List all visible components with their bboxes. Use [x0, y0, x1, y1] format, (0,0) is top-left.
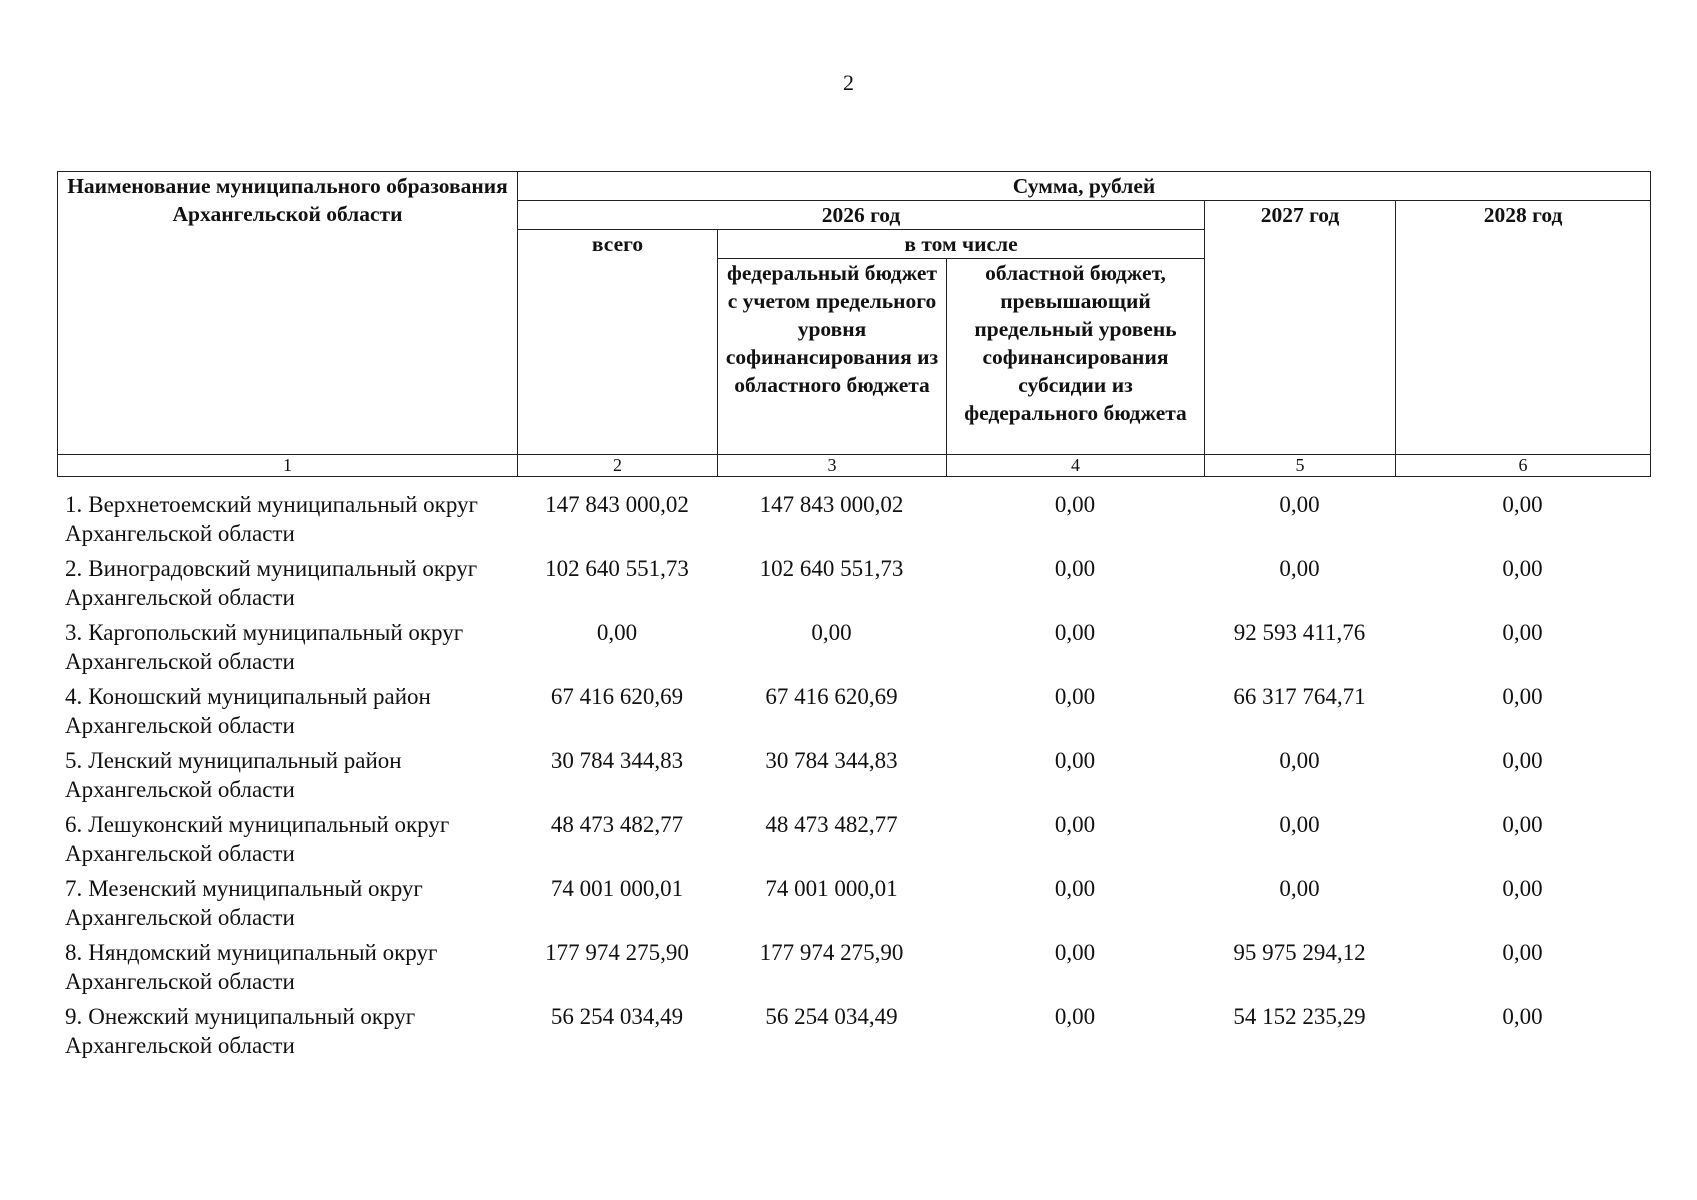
municipality-name — [57, 619, 517, 683]
table-row — [57, 1003, 1650, 1067]
name-line: Архангельской области — [65, 1032, 295, 1058]
name-line: Коношский муниципальный район — [88, 684, 431, 709]
row-index: 5. — [65, 748, 83, 773]
table-row — [57, 619, 1650, 683]
name-line: Архангельской области — [65, 840, 295, 866]
value-federal-2026: 147 843 000,02 — [759, 492, 904, 517]
row-index: 1. — [65, 492, 83, 517]
value-total-2026: 56 254 034,49 — [550, 1004, 684, 1029]
value-federal-2026: 67 416 620,69 — [765, 684, 898, 709]
value-2028: 0,00 — [1502, 812, 1543, 837]
row-index: 2. — [65, 556, 83, 581]
value-2027: 54 152 235,29 — [1233, 1004, 1366, 1029]
value-2027: 0,00 — [1279, 492, 1320, 517]
name-line: Архангельской области — [65, 520, 295, 546]
name-line: Виноградовский муниципальный округ — [88, 556, 478, 581]
value-regional-2026: 0,00 — [1054, 940, 1096, 965]
table-row — [57, 939, 1650, 1003]
value-federal-2026: 177 974 275,90 — [759, 940, 904, 965]
header-total: всего — [518, 230, 718, 455]
value-regional-2026: 0,00 — [1054, 556, 1096, 581]
name-line: Мезенский муниципальный округ — [88, 876, 423, 901]
value-2028: 0,00 — [1502, 620, 1543, 645]
municipality-name — [57, 683, 517, 747]
table-row — [57, 875, 1650, 939]
value-2028: 0,00 — [1502, 940, 1543, 965]
value-2028: 0,00 — [1502, 556, 1543, 581]
row-index: 7. — [65, 876, 83, 901]
table-row — [57, 811, 1650, 875]
value-2028: 0,00 — [1502, 748, 1543, 773]
municipality-name — [57, 747, 517, 811]
value-2028: 0,00 — [1502, 684, 1543, 709]
name-line: Архангельской области — [65, 584, 295, 610]
municipality-name — [57, 875, 517, 939]
value-regional-2026: 0,00 — [1054, 620, 1096, 645]
name-line: Лешуконский муниципальный округ — [88, 812, 450, 837]
value-total-2026: 74 001 000,01 — [550, 876, 684, 901]
municipality-name — [57, 555, 517, 619]
name-line: Няндомский муниципальный округ — [88, 940, 438, 965]
value-2027: 0,00 — [1279, 556, 1320, 581]
value-2028: 0,00 — [1502, 1004, 1543, 1029]
value-total-2026: 147 843 000,02 — [545, 492, 689, 517]
value-total-2026: 102 640 551,73 — [545, 556, 689, 581]
table-body — [57, 491, 1650, 1067]
value-regional-2026: 0,00 — [1054, 812, 1096, 837]
value-2027: 92 593 411,76 — [1233, 620, 1366, 645]
header-regional: областной бюджет, превышающий предельный уровень софинансирования субсидии из федерального бюджета — [947, 259, 1205, 455]
name-line: Верхнетоемский муниципальный округ — [88, 492, 478, 517]
value-2028: 0,00 — [1502, 876, 1543, 901]
municipality-name — [57, 939, 517, 1003]
row-index: 3. — [65, 620, 83, 645]
value-total-2026: 48 473 482,77 — [550, 812, 684, 837]
municipality-name — [57, 491, 517, 555]
header-year-2027: 2027 год — [1205, 201, 1396, 455]
name-line: Архангельской области — [65, 648, 295, 674]
header-year-2026: 2026 год — [518, 201, 1205, 230]
table-row — [57, 747, 1650, 811]
header-sum: Сумма, рублей — [518, 172, 1651, 201]
value-federal-2026: 102 640 551,73 — [759, 556, 904, 581]
name-line: Каргопольский муниципальный округ — [88, 620, 464, 645]
column-number: 2 — [518, 455, 718, 477]
column-number: 6 — [1396, 455, 1651, 477]
header-year-2028: 2028 год — [1396, 201, 1651, 455]
header-federal: федеральный бюджет с учетом предельного уровня софинансирования из областного бюджета — [718, 259, 947, 455]
row-index: 4. — [65, 684, 83, 709]
column-number: 5 — [1205, 455, 1396, 477]
value-2027: 95 975 294,12 — [1233, 940, 1366, 965]
table-row — [57, 555, 1650, 619]
value-regional-2026: 0,00 — [1054, 1004, 1096, 1029]
value-total-2026: 177 974 275,90 — [545, 940, 689, 965]
header-including: в том числе — [718, 230, 1205, 259]
header-municipality: Наименование муниципального образования Архангельской области — [58, 172, 518, 455]
table-header — [57, 171, 1651, 477]
name-line: Онежский муниципальный округ — [88, 1004, 416, 1029]
name-line: Ленский муниципальный район — [88, 748, 402, 773]
value-2027: 0,00 — [1279, 812, 1320, 837]
value-2027: 66 317 764,71 — [1233, 684, 1366, 709]
value-total-2026: 0,00 — [596, 620, 638, 645]
row-index: 8. — [65, 940, 83, 965]
value-regional-2026: 0,00 — [1054, 876, 1096, 901]
value-regional-2026: 0,00 — [1054, 684, 1096, 709]
value-regional-2026: 0,00 — [1054, 492, 1096, 517]
municipality-name — [57, 811, 517, 875]
row-index: 6. — [65, 812, 83, 837]
row-index: 9. — [65, 1004, 83, 1029]
table-row — [57, 491, 1650, 555]
column-number: 1 — [58, 455, 518, 477]
value-2027: 0,00 — [1279, 876, 1320, 901]
value-federal-2026: 0,00 — [811, 620, 852, 645]
name-line: Архангельской области — [65, 712, 295, 738]
column-number: 4 — [947, 455, 1205, 477]
name-line: Архангельской области — [65, 968, 295, 994]
value-2028: 0,00 — [1502, 492, 1543, 517]
value-federal-2026: 48 473 482,77 — [765, 812, 898, 837]
column-number-row — [58, 455, 1651, 477]
value-federal-2026: 74 001 000,01 — [765, 876, 898, 901]
value-total-2026: 30 784 344,83 — [550, 748, 684, 773]
table-row — [57, 683, 1650, 747]
column-number: 3 — [718, 455, 947, 477]
value-2027: 0,00 — [1279, 748, 1320, 773]
municipality-name — [57, 1003, 517, 1067]
value-total-2026: 67 416 620,69 — [550, 684, 684, 709]
page-number: 2 — [843, 70, 854, 95]
name-line: Архангельской области — [65, 776, 295, 802]
value-federal-2026: 30 784 344,83 — [765, 748, 898, 773]
name-line: Архангельской области — [65, 904, 295, 930]
value-regional-2026: 0,00 — [1054, 748, 1096, 773]
value-federal-2026: 56 254 034,49 — [765, 1004, 898, 1029]
